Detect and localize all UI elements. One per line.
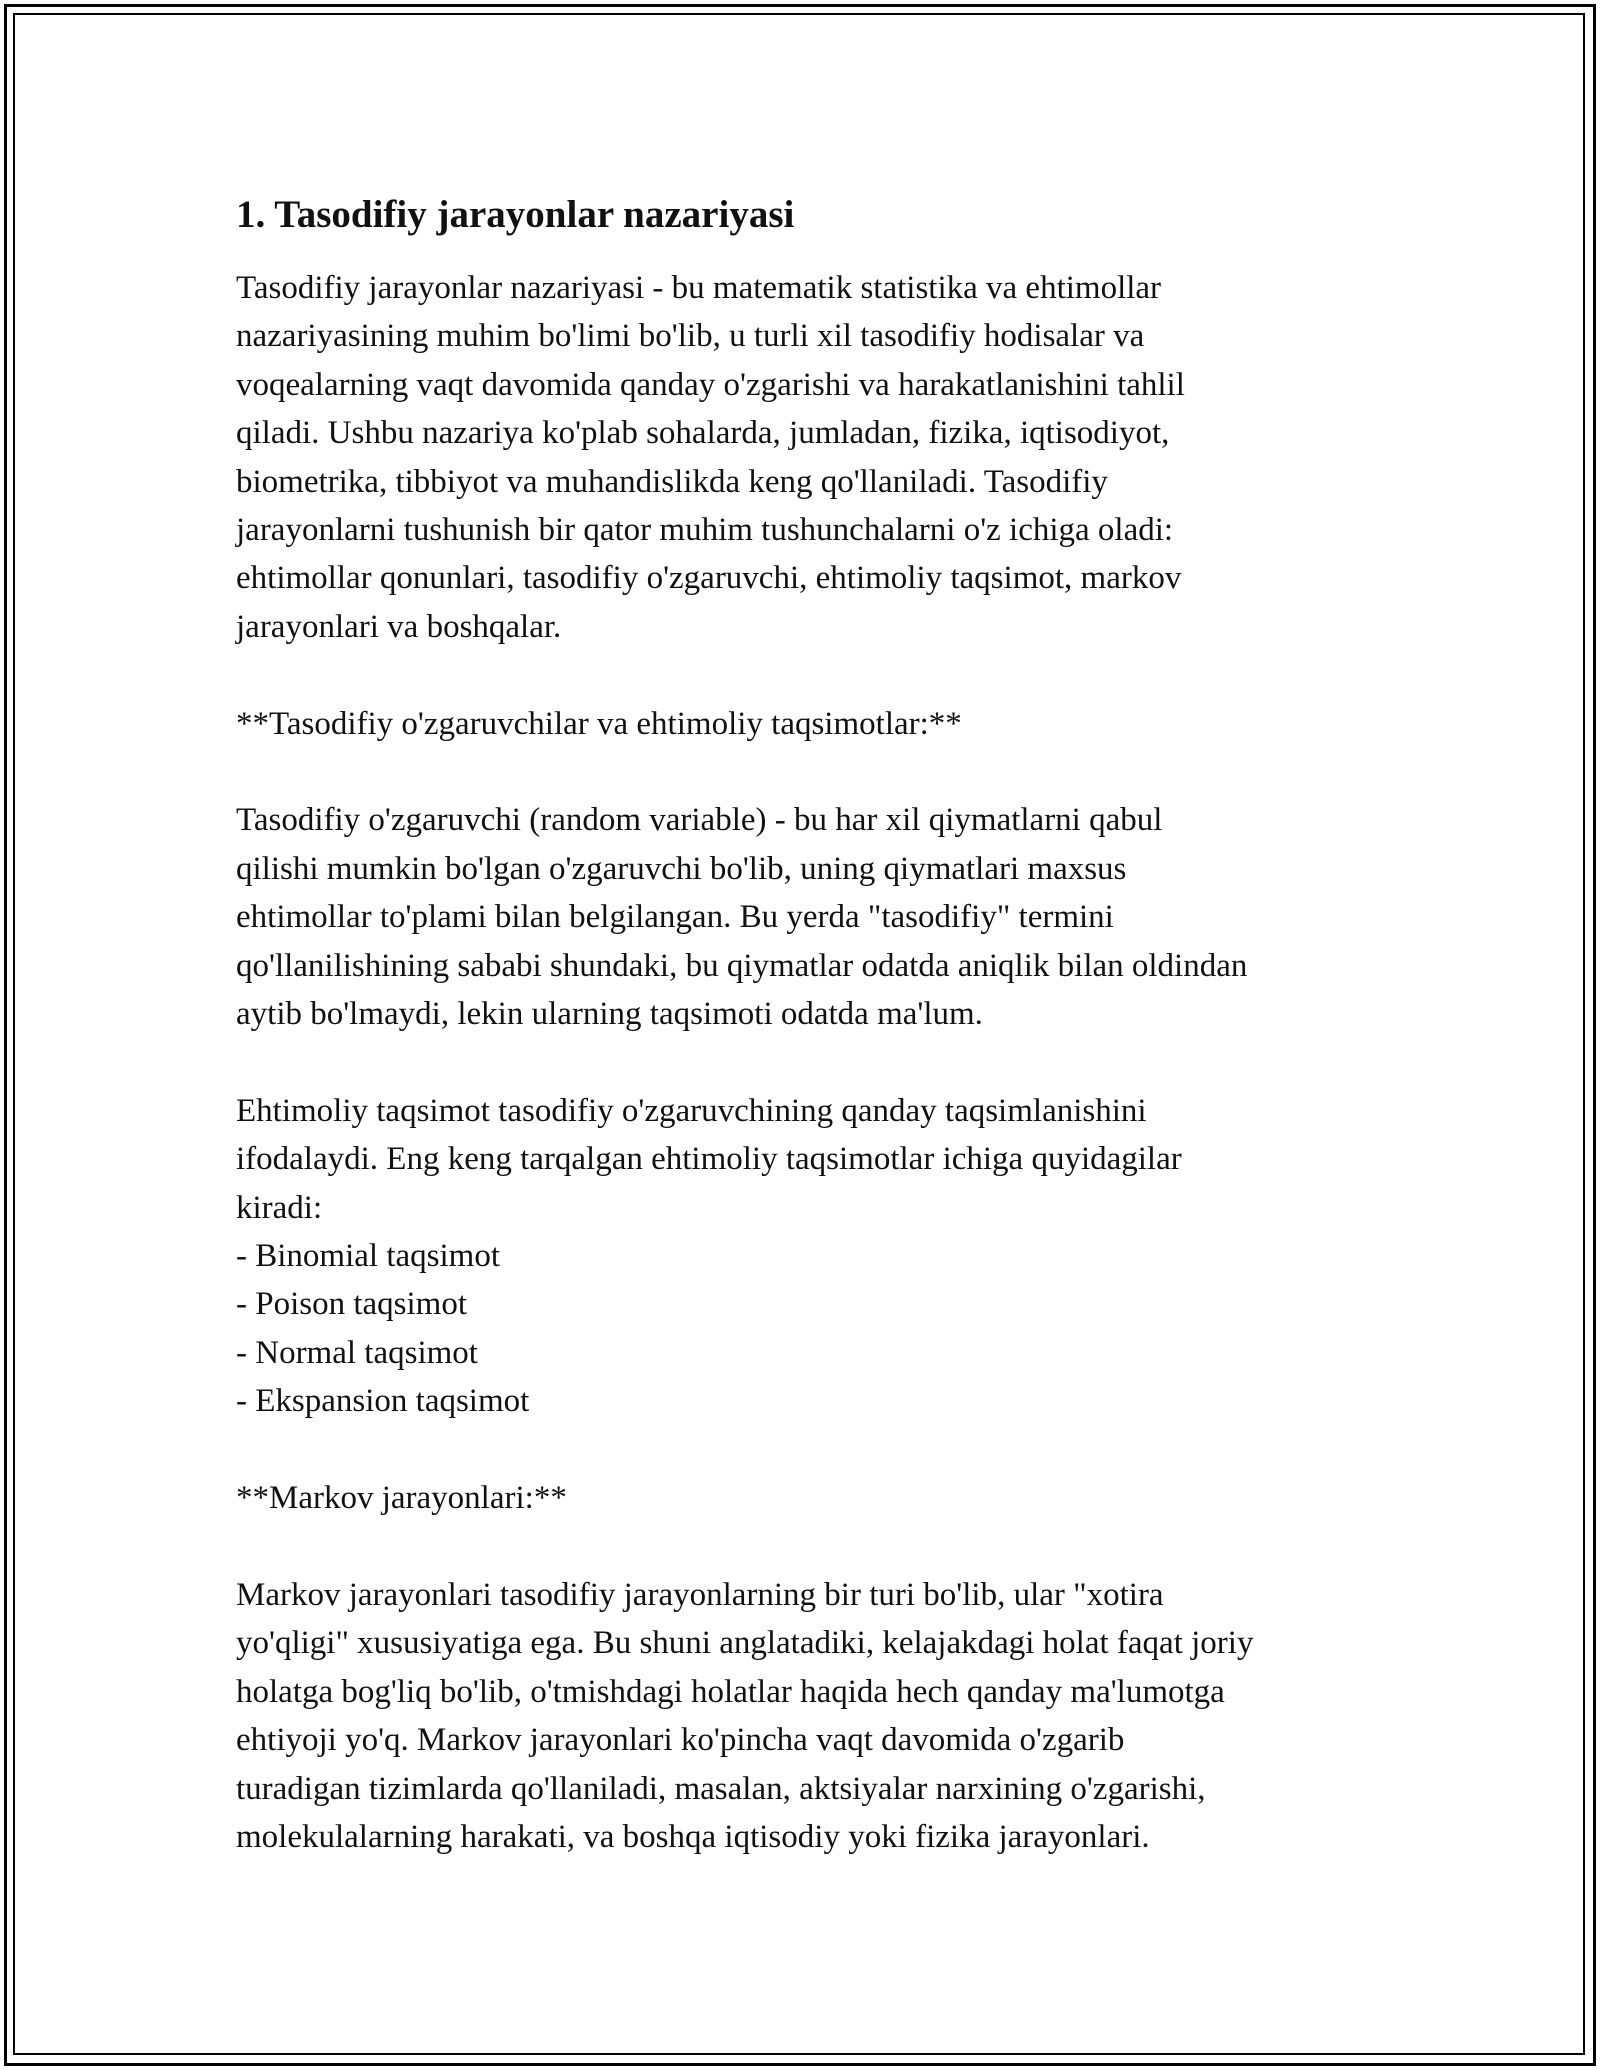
spacer — [236, 651, 1386, 699]
list-item: - Poison taqsimot — [236, 1286, 468, 1323]
list-item: - Normal taqsimot — [236, 1334, 478, 1371]
spacer — [236, 748, 1386, 796]
distribution-list — [236, 1232, 1386, 1426]
spacer — [236, 1426, 1386, 1474]
paragraph-intro: Tasodifiy jarayonlar nazariyasi - bu matematik statistika va ehtimollar nazariyasining muhim bo'limi bo'lib, u turli xil tasodifiy hodisalar va voqealarning vaqt davomida qanday o'zgarishi va harakatlanishini tahlil qiladi. Ushbu nazariya ko'plab sohalarda, jumladan, fizika, iqtisodiyot, biometrika, tibbiyot va muhandislikda keng qo'llaniladi. Tasodifiy jarayonlarni tushunish bir qator muhim tushunchalarni o'z ichiga oladi: ehtimollar qonunlari, tasodifiy o'zgaruvchi, ehtimoliy taqsimot, markov jarayonlari va boshqalar. — [236, 270, 1185, 645]
subheading-random-variables: **Tasodifiy o'zgaruvchilar va ehtimoliy taqsimotlar:** — [236, 705, 962, 742]
spacer — [236, 1038, 1386, 1086]
paragraph-random-variable: Tasodifiy o'zgaruvchi (random variable) - bu har xil qiymatlarni qabul qilishi mumkin bo'lgan o'zgaruvchi bo'lib, uning qiymatlari maxsus ehtimollar to'plami bilan belgilangan. Bu yerda "tasodifiy" termini qo'llanilishining sababi shundaki, bu qiymatlar odatda aniqlik bilan oldindan aytib bo'lmaydi, lekin ularning taqsimoti odatda ma'lum. — [236, 802, 1248, 1033]
paragraph-distribution: Ehtimoliy taqsimot tasodifiy o'zgaruvchining qanday taqsimlanishini ifodalaydi. Eng keng tarqalgan ehtimoliy taqsimotlar ichiga quyidagilar kiradi: — [236, 1092, 1182, 1226]
list-item: - Binomial taqsimot — [236, 1238, 500, 1275]
subheading-markov: **Markov jarayonlari:** — [236, 1480, 567, 1517]
document-body — [236, 186, 1386, 1861]
paragraph-markov: Markov jarayonlari tasodifiy jarayonlarning bir turi bo'lib, ular "xotira yo'qligi" xususiyatiga ega. Bu shuni anglatadiki, kelajakdagi holat faqat joriy holatga bog'liq bo'lib, o'tmishdagi holatlar haqida hech qanday ma'lumotga ehtiyoji yo'q. Markov jarayonlari ko'pincha vaqt davomida o'zgarib turadigan tizimlarda qo'llaniladi, masalan, aktsiyalar narxining o'zgarishi, molekulalarning harakati, va boshqa iqtisodiy yoki fizika jarayonlari. — [236, 1576, 1254, 1855]
document-title: 1. Tasodifiy jarayonlar nazariyasi — [236, 193, 795, 236]
spacer — [236, 1523, 1386, 1571]
list-item: - Ekspansion taqsimot — [236, 1383, 530, 1420]
